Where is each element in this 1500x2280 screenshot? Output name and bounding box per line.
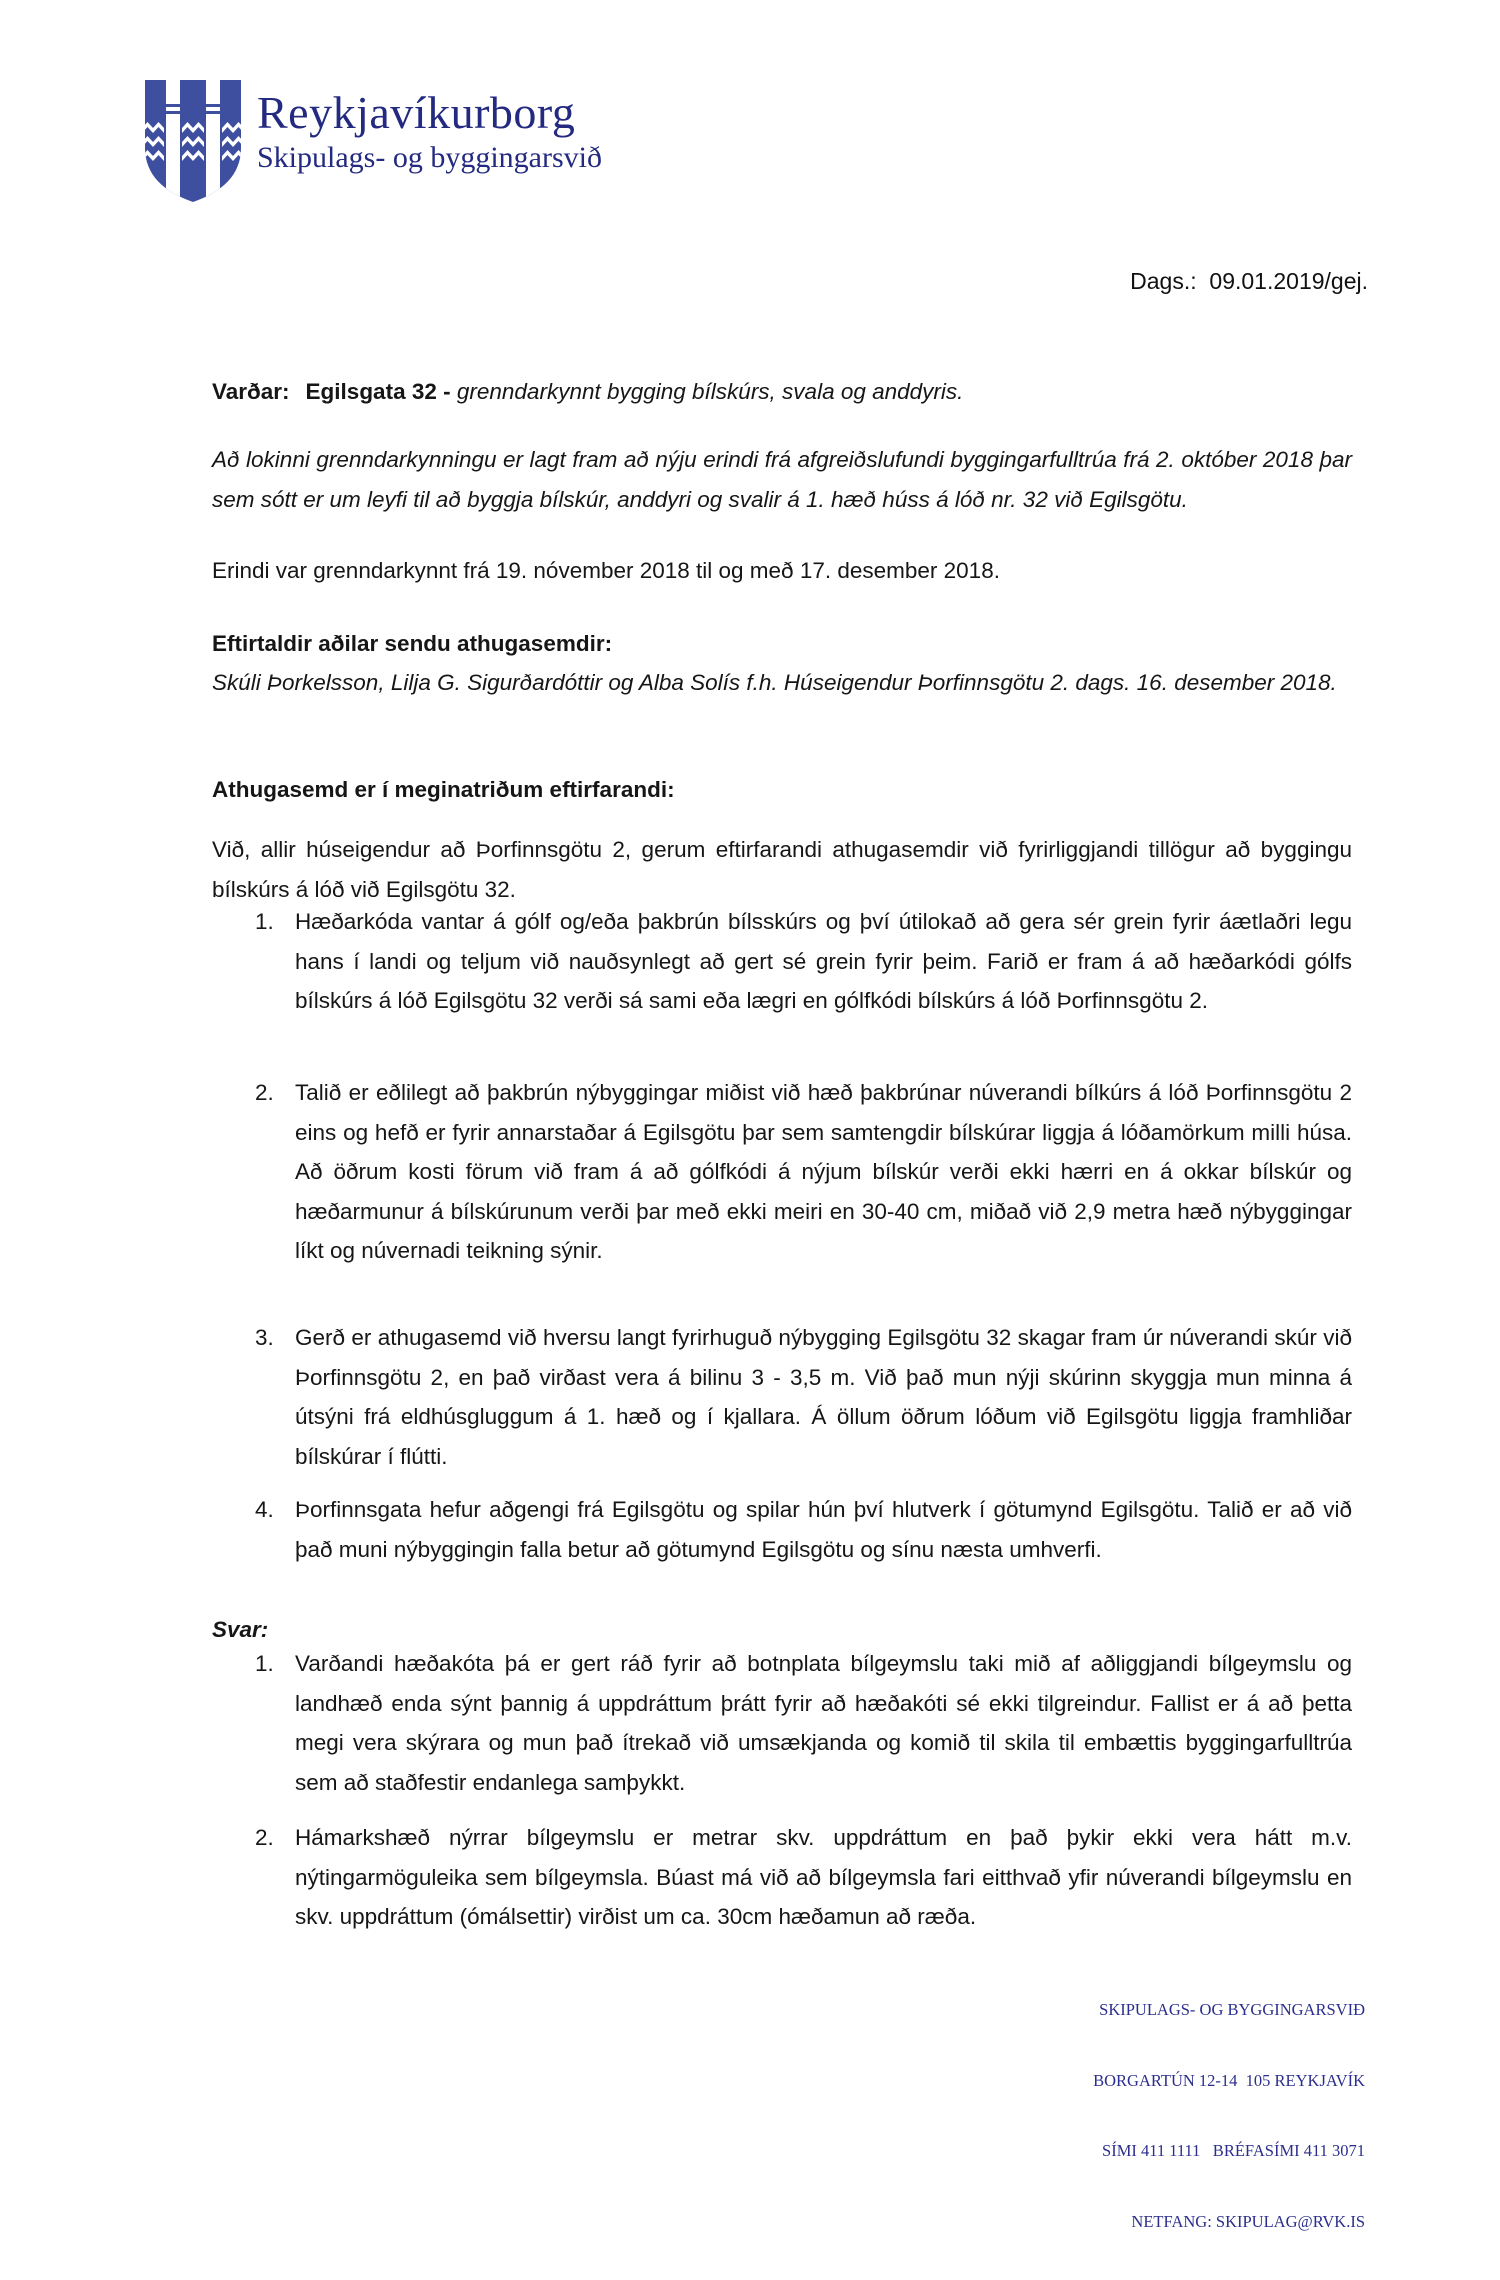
intro-paragraph: Að lokinni grenndarkynningu er lagt fram að nýju erindi frá afgreiðslufundi byggingarfulltrúa frá 2. október 2018 þar sem sótt er um leyfi til að byggja bílskúr, anddyri og svalir á 1. hæð húss á lóð nr. 32 við Egilsgötu. [212, 447, 1352, 512]
comment-number: 1. [255, 909, 274, 934]
commenters-paragraph: Skúli Þorkelsson, Lilja G. Sigurðardóttir og Alba Solís f.h. Húseigendur Þorfinnsgötu 2. dags. 16. desember 2018. [212, 670, 1337, 695]
letterhead [143, 78, 602, 204]
answer-heading: Svar: [212, 1617, 269, 1642]
comment-number: 2. [255, 1080, 274, 1105]
comment-text: Þorfinnsgata hefur aðgengi frá Egilsgötu og spilar hún því hlutverk í götumynd Egilsgötu. Talið er að við það muni nýbyggingin falla betur að götumynd Egilsgötu og sínu næsta umhverfi. [295, 1497, 1352, 1562]
commenters-heading: Eftirtaldir aðilar sendu athugasemdir: [212, 631, 613, 656]
subject-description: grenndarkynnt bygging bílskúrs, svala og anddyris. [456, 379, 964, 404]
footer-line: SÍMI 411 1111 BRÉFASÍMI 411 3071 [1102, 2141, 1365, 2160]
letterhead-text [257, 78, 602, 176]
comment-text: Hæðarkóda vantar á gólf og/eða þakbrún bílsskúrs og því útilokað að gera sér grein fyrir áætlaðri legu hans í landi og teljum við nauðsynlegt að gert sé grein fyrir þeim. Farið er fram á að hæðarkódi gólfs bílskúrs á lóð Egilsgötu 32 verði sá sami eða lægri en gólfkódi bílskúrs á lóð Þorfinnsgötu 2. [295, 909, 1352, 1013]
answer-item-1 [255, 1644, 1352, 1802]
comment-item-3 [255, 1318, 1352, 1476]
subject-line [212, 372, 1352, 412]
footer-line: BORGARTÚN 12-14 105 REYKJAVÍK [1093, 2070, 1365, 2090]
department-name: Skipulags- og byggingarsvið [257, 141, 602, 174]
reykjavik-coat-of-arms-icon [143, 78, 243, 204]
answer-number: 2. [255, 1825, 274, 1850]
answer-text: Hámarkshæð nýrrar bílgeymslu er metrar skv. uppdráttum en það þykir ekki vera hátt m.v. nýtingarmöguleika sem bílgeymsla. Búast má við að bílgeymsla fari eitthvað yfir núverandi bílgeymslu en skv. uppdráttum (ómálsettir) virðist um ca. 30cm hæðamun að ræða. [295, 1825, 1352, 1929]
footer-line: NETFANG: SKIPULAG@RVK.IS [1131, 2211, 1365, 2231]
comments-intro-paragraph: Við, allir húseigendur að Þorfinnsgötu 2, gerum eftirfarandi athugasemdir við fyrirliggjandi tillögur að byggingu bílskúrs á lóð við Egilsgötu 32. [212, 837, 1352, 902]
answer-text: Varðandi hæðakóta þá er gert ráð fyrir að botnplata bílgeymslu taki mið af aðliggjandi bílgeymslu og landhæð enda sýnt þannig á uppdráttum þrátt fyrir að hæðakóti sé ekki tilgreindur. Fallist er á að þetta megi vera skýrara og mun það ítrekað við umsækjanda og komið til skila til embættis byggingarfulltrúa sem að staðfestir endanlega samþykkt. [295, 1651, 1352, 1795]
answer-item-2 [255, 1818, 1352, 1937]
comment-item-4 [255, 1490, 1352, 1569]
comment-number: 4. [255, 1497, 274, 1522]
footer-line: SKIPULAGS- OG BYGGINGARSVIÐ [1099, 2000, 1365, 2019]
date-line: Dags.: 09.01.2019/gej. [1130, 268, 1368, 294]
comment-item-2 [255, 1073, 1352, 1271]
notice-period-paragraph: Erindi var grenndarkynnt frá 19. nóvember 2018 til og með 17. desember 2018. [212, 558, 1000, 583]
subject-label: Varðar: [212, 379, 290, 404]
org-name: Reykjavíkurborg [257, 87, 576, 138]
comment-text: Gerð er athugasemd við hversu langt fyrirhuguð nýbygging Egilsgötu 32 skagar fram úr núverandi skúr við Þorfinnsgötu 2, en það virðast vera á bilinu 3 - 3,5 m. Við það mun nýji skúrinn skyggja mun minna á útsýni frá eldhúsgluggum á 1. hæð og í kjallara. Á öllum öðrum lóðum við Egilsgötu liggja framhliðar bílskúrar í flútti. [295, 1325, 1352, 1469]
comments-heading: Athugasemd er í meginatriðum eftirfarandi: [212, 777, 675, 802]
subject-address: Egilsgata 32 - [305, 379, 451, 404]
footer-contact-block [1093, 1951, 1365, 2280]
comment-text: Talið er eðlilegt að þakbrún nýbyggingar miðist við hæð þakbrúnar núverandi bílkúrs á lóð Þorfinnsgötu 2 eins og hefð er fyrir annarstaðar á Egilsgötu þar sem samtengdir bílskúrar liggja á lóðamörkum milli húsa. Að öðrum kosti förum við fram á að gólfkódi á nýjum bílskúr verði ekki hærri en á okkar bílskúr og hæðarmunur á bílskúrunum verði þar með ekki meiri en 30-40 cm, miðað við 2,9 metra hæð nýbyggingar líkt og núvernadi teikning sýnir. [295, 1080, 1352, 1263]
comment-item-1 [255, 902, 1352, 1021]
comment-number: 3. [255, 1325, 274, 1350]
answer-number: 1. [255, 1651, 274, 1676]
